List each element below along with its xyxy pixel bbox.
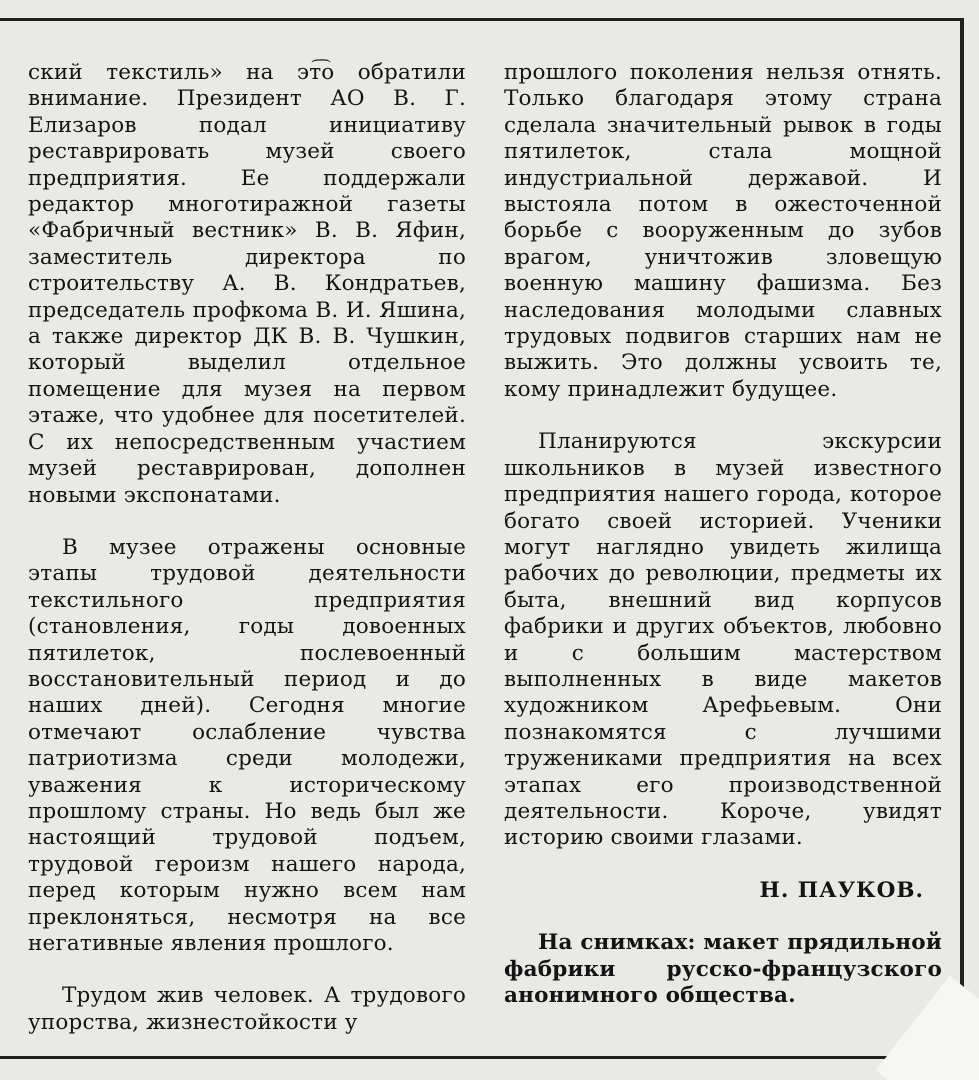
author-signature: Н. ПАУКОВ.	[759, 877, 924, 903]
paragraph: ский текстиль» на эт͡о обратили внимание. Президент АО В. Г. Елизаров подал инициативу реставрировать музей своего предприятия. Ее поддержали редактор многотиражной газеты «Фабричный вестник» В. В. Яфин, заместитель директора по строительству А. В. Кондратьев, председатель профкома В. И. Яшина, а также директор ДК В. В. Чушкин, который выделил отдельное помещение для музея на первом этаже, что удобнее для посетителей. С их непосредственным участием музей реставрирован, дополнен новыми экспонатами.	[28, 60, 466, 508]
paragraph: прошлого поколения нельзя отнять. Только благодаря этому страна сделала значительный рывок в годы пятилеток, стала мощной индустриальной державой. И выстояла потом в ожесточенной борьбе с вооруженным до зубов врагом, уничтожив зловещую военную машину фашизма. Без наследования молодыми славных трудовых подвигов старших нам не выжить. Это должны усвоить те, кому принадлежит будущее.	[504, 60, 942, 402]
photo-caption: На снимках: макет прядильной фабрики русско-французского анонимного общества.	[504, 930, 942, 1008]
left-column	[28, 60, 466, 1036]
right-column	[504, 60, 942, 1009]
paragraph: В музее отражены основные этапы трудовой деятельности текстильного предприятия (становления, годы довоенных пятилеток, послевоенный восстановительный период и до наших дней). Сегодня многие отмечают ослабление чувства патриотизма среди молодежи, уважения к историческому прошлому страны. Но ведь был же настоящий трудовой подъем, трудовой героизм нашего народа, перед которым нужно всем нам преклоняться, несмотря на все негативные явления прошлого.	[28, 534, 466, 956]
bottom-rule	[0, 1056, 962, 1059]
right-rule	[960, 18, 964, 1058]
paragraph: Планируются экскурсии школьников в музей известного предприятия нашего города, которое богато своей историей. Ученики могут наглядно увидеть жилища рабочих до революции, предметы их быта, внешний вид корпусов фабрики и других объектов, любовно и с большим мастерством выполненных в виде макетов художником Арефьевым. Они познакомятся с лучшими тружениками предприятия на всех этапах его производственной деятельности. Короче, увидят историю своими глазами.	[504, 429, 942, 851]
top-rule	[0, 18, 960, 21]
paragraph: Трудом жив человек. А трудового упорства, жизнестойкости у	[28, 983, 466, 1035]
